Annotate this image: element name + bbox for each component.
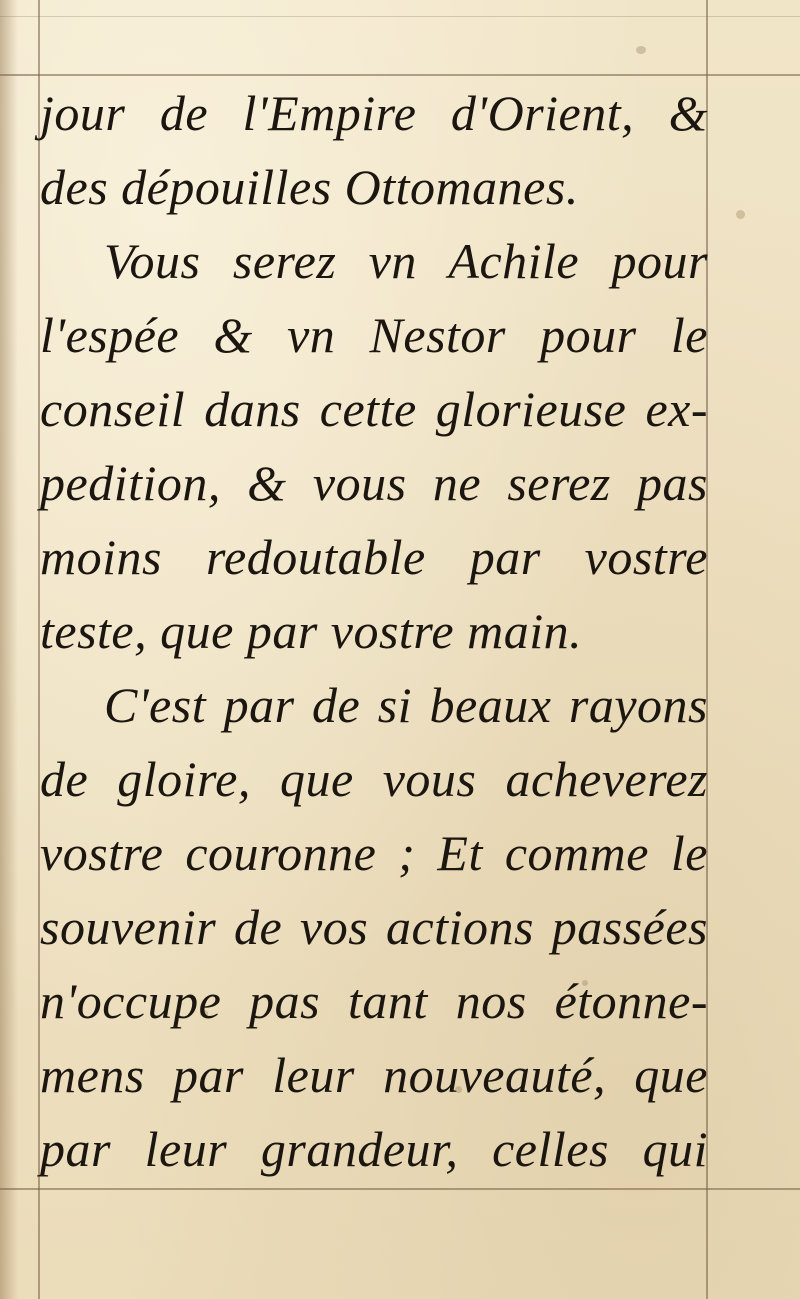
text-line: jour de l'Empire d'Orient, & <box>40 85 708 141</box>
text-line: des dépouilles Ottomanes. <box>40 159 579 215</box>
text-line: vostre couronne ; Et comme le <box>40 825 708 881</box>
text-line: conseil dans cette glorieuse ex- <box>40 381 708 437</box>
text-line: de gloire, que vous acheverez <box>40 751 708 807</box>
text-line: souvenir de vos actions passées <box>40 899 708 955</box>
top-edge-line <box>0 16 800 17</box>
text-line: n'occupe pas tant nos étonne- <box>40 973 708 1029</box>
text-line: pedition, & vous ne serez pas <box>40 455 708 511</box>
bottom-margin-rule <box>0 1188 800 1190</box>
text-line: par leur grandeur, celles qui <box>40 1121 708 1177</box>
text-line: C'est par de si beaux rayons <box>104 677 708 733</box>
binding-shadow <box>0 0 18 1299</box>
foxing-spot <box>736 210 745 219</box>
text-line: Vous serez vn Achile pour <box>104 233 708 289</box>
text-line: teste, que par vostre main. <box>40 603 583 659</box>
text-line: mens par leur nouveauté, que <box>40 1047 708 1103</box>
text-line: l'espée & vn Nestor pour le <box>40 307 708 363</box>
text-line: moins redoutable par vostre <box>40 529 708 585</box>
text-block <box>40 76 708 1186</box>
foxing-spot <box>636 46 646 54</box>
